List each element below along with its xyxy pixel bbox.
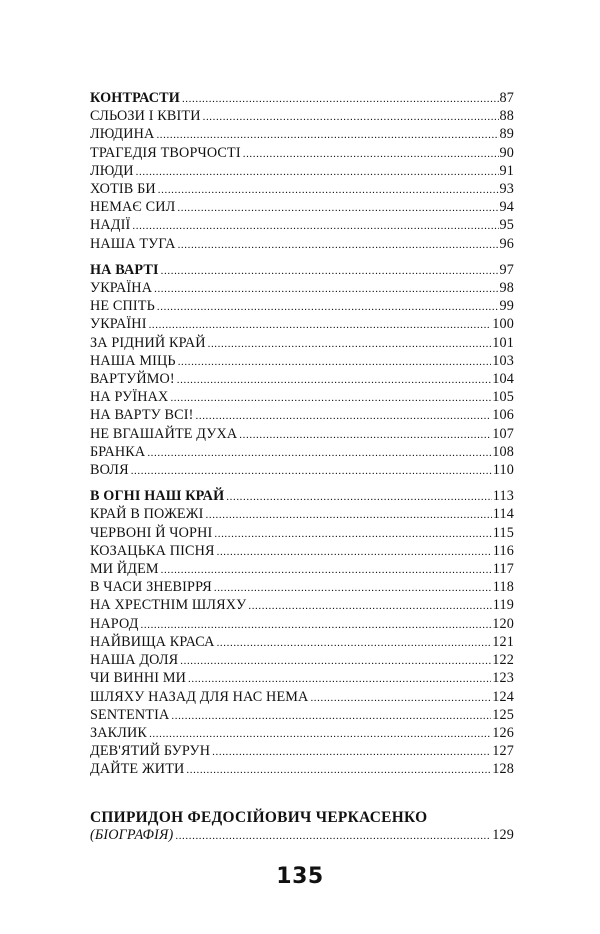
entry-title: ВАРТУЙМО!: [90, 371, 175, 388]
entry-title: (БІОГРАФІЯ): [90, 826, 174, 843]
entry-page-number: 117: [492, 561, 514, 578]
bio-heading: СПИРИДОН ФЕДОСІЙОВИЧ ЧЕРКАСЕНКО: [90, 808, 428, 826]
dot-leader: [225, 489, 492, 506]
entry-page-number: 95: [499, 217, 514, 234]
toc-entry: [90, 353, 514, 371]
entry-title: НЕ СПІТЬ: [90, 298, 155, 315]
entry-title: НА РУЇНАХ: [90, 389, 169, 406]
entry-page-number: 99: [499, 298, 514, 315]
toc-entry: [90, 761, 514, 779]
toc-section-heading: [90, 262, 514, 280]
toc-entry: [90, 335, 514, 353]
dot-leader: [148, 317, 492, 334]
toc-entry: [90, 543, 514, 561]
entry-page-number: 121: [492, 633, 514, 650]
dot-leader: [177, 237, 499, 254]
entry-title: КРАЙ В ПОЖЕЖІ: [90, 506, 204, 523]
toc-entry: [90, 743, 514, 761]
entry-title: ЗАКЛИК: [90, 724, 148, 741]
entry-page-number: 110: [492, 462, 514, 479]
entry-title: КОЗАЦЬКА ПІСНЯ: [90, 542, 215, 559]
toc-section: [90, 262, 514, 480]
dot-leader: [153, 281, 498, 298]
dot-leader: [157, 182, 499, 199]
entry-page-number: 108: [492, 443, 514, 460]
entry-page-number: 114: [492, 506, 514, 523]
entry-page-number: 129: [492, 826, 514, 843]
toc-entry: [90, 462, 514, 480]
dot-leader: [181, 91, 499, 108]
dot-leader: [309, 690, 491, 707]
entry-page-number: 103: [492, 352, 514, 369]
table-of-contents: [90, 90, 514, 845]
entry-page-number: 122: [492, 652, 514, 669]
dot-leader: [213, 580, 492, 597]
dot-leader: [135, 164, 499, 181]
toc-section-heading: [90, 90, 514, 108]
toc-entry: [90, 199, 514, 217]
entry-title: НАША МІЦЬ: [90, 352, 176, 369]
entry-title: ТРАГЕДІЯ ТВОРЧОСТІ: [90, 144, 241, 161]
dot-leader: [216, 544, 492, 561]
dot-leader: [179, 653, 491, 670]
dot-leader: [146, 445, 491, 462]
toc-entry: [90, 181, 514, 199]
toc-entry: [90, 389, 514, 407]
toc-entry: [90, 316, 514, 334]
toc-entry: [90, 634, 514, 652]
dot-leader: [176, 200, 498, 217]
entry-title: НАДІЇ: [90, 217, 131, 234]
entry-title: НАРОД: [90, 615, 139, 632]
toc-entry: [90, 280, 514, 298]
toc-sections: [90, 90, 514, 780]
entry-page-number: 124: [492, 688, 514, 705]
entry-page-number: 94: [499, 199, 514, 216]
entry-page-number: 106: [492, 407, 514, 424]
toc-section-heading: [90, 488, 514, 506]
entry-title: ЧИ ВИННІ МИ: [90, 670, 186, 687]
entry-page-number: 87: [499, 90, 514, 106]
dot-leader: [238, 427, 491, 444]
entry-title: В ОГНІ НАШ КРАЙ: [90, 488, 225, 505]
toc-entry: [90, 217, 514, 235]
dot-leader: [187, 671, 491, 688]
entry-title: ЧЕРВОНІ Й ЧОРНІ: [90, 524, 213, 541]
toc-entry: [90, 597, 514, 615]
toc-entry: [90, 579, 514, 597]
entry-page-number: 96: [499, 235, 514, 252]
entry-title: ДАЙТЕ ЖИТИ: [90, 761, 185, 778]
dot-leader: [242, 146, 499, 163]
entry-page-number: 118: [492, 579, 514, 596]
entry-page-number: 125: [492, 706, 514, 723]
entry-page-number: 90: [499, 144, 514, 161]
entry-page-number: 115: [492, 524, 514, 541]
entry-title: ВОЛЯ: [90, 462, 129, 479]
entry-page-number: 119: [492, 597, 514, 614]
dot-leader: [169, 390, 491, 407]
dot-leader: [202, 109, 499, 126]
dot-leader: [174, 828, 491, 845]
entry-title: SENTENTIA: [90, 706, 170, 723]
entry-title: УКРАЇНІ: [90, 316, 147, 333]
entry-page-number: 104: [492, 371, 514, 388]
dot-leader: [207, 336, 492, 353]
entry-page-number: 116: [492, 542, 514, 559]
entry-title: ДЕВ'ЯТИЙ БУРУН: [90, 743, 211, 760]
dot-leader: [177, 354, 492, 371]
entry-title: ХОТІВ БИ: [90, 181, 156, 198]
toc-entry: [90, 108, 514, 126]
entry-page-number: 113: [492, 488, 514, 505]
dot-leader: [195, 408, 492, 425]
toc-section: [90, 488, 514, 779]
entry-title: НАЙВИЩА КРАСА: [90, 633, 215, 650]
dot-leader: [205, 507, 492, 524]
entry-title: НАША ДОЛЯ: [90, 652, 179, 669]
entry-page-number: 88: [499, 108, 514, 125]
dot-leader: [211, 744, 491, 761]
dot-leader: [156, 299, 499, 316]
entry-title: НАША ТУГА: [90, 235, 176, 252]
toc-entry: [90, 561, 514, 579]
entry-title: СЛЬОЗИ І КВІТИ: [90, 108, 201, 125]
entry-title: В ЧАСИ ЗНЕВІРРЯ: [90, 579, 212, 596]
entry-title: КОНТРАСТИ: [90, 90, 180, 106]
page-number: 135: [276, 864, 324, 889]
toc-entry: [90, 670, 514, 688]
toc-entry: [90, 407, 514, 425]
toc-entry: [90, 426, 514, 444]
entry-page-number: 91: [499, 162, 514, 179]
toc-section: [90, 90, 514, 254]
entry-page-number: 107: [492, 425, 514, 442]
toc-entry: [90, 616, 514, 634]
entry-title: ЛЮДИ: [90, 162, 134, 179]
entry-page-number: 123: [492, 670, 514, 687]
dot-leader: [213, 526, 491, 543]
entry-title: НА ВАРТУ ВСІ!: [90, 407, 194, 424]
toc-entry: [90, 652, 514, 670]
toc-entry: [90, 506, 514, 524]
dot-leader: [131, 218, 498, 235]
entry-page-number: 101: [492, 334, 514, 351]
dot-leader: [160, 562, 492, 579]
entry-title: НЕ ВГАШАЙТЕ ДУХА: [90, 425, 238, 442]
entry-title: ШЛЯХУ НАЗАД ДЛЯ НАС НЕМА: [90, 688, 309, 705]
toc-entry: [90, 725, 514, 743]
entry-page-number: 126: [492, 724, 514, 741]
toc-entry: [90, 707, 514, 725]
entry-page-number: 98: [499, 280, 514, 297]
dot-leader: [148, 726, 491, 743]
entry-page-number: 105: [492, 389, 514, 406]
dot-leader: [185, 762, 491, 779]
entry-page-number: 127: [492, 743, 514, 760]
toc-entry: [90, 444, 514, 462]
bio-entry: [90, 827, 514, 845]
dot-leader: [130, 463, 492, 480]
toc-entry: [90, 525, 514, 543]
dot-leader: [155, 127, 498, 144]
entry-title: НА ХРЕСТНІМ ШЛЯХУ: [90, 597, 247, 614]
entry-title: ЛЮДИНА: [90, 126, 155, 143]
dot-leader: [216, 635, 492, 652]
entry-page-number: 97: [499, 261, 514, 278]
entry-page-number: 100: [492, 316, 514, 333]
toc-entry: [90, 163, 514, 181]
dot-leader: [140, 617, 492, 634]
toc-entry: [90, 236, 514, 254]
entry-page-number: 120: [492, 615, 514, 632]
dot-leader: [170, 708, 491, 725]
toc-entry: [90, 298, 514, 316]
dot-leader: [176, 372, 491, 389]
dot-leader: [160, 263, 499, 280]
entry-page-number: 89: [499, 126, 514, 143]
toc-entry: [90, 145, 514, 163]
toc-entry: [90, 689, 514, 707]
entry-title: БРАНКА: [90, 443, 146, 460]
entry-title: МИ ЙДЕМ: [90, 561, 159, 578]
entry-page-number: 93: [499, 181, 514, 198]
entry-title: УКРАЇНА: [90, 280, 153, 297]
toc-entry: [90, 371, 514, 389]
entry-page-number: 128: [492, 761, 514, 778]
toc-entry: [90, 126, 514, 144]
entry-title: НА ВАРТІ: [90, 261, 159, 278]
entry-title: ЗА РІДНИЙ КРАЙ: [90, 334, 206, 351]
entry-title: НЕМАЄ СИЛ: [90, 199, 176, 216]
dot-leader: [247, 598, 491, 615]
